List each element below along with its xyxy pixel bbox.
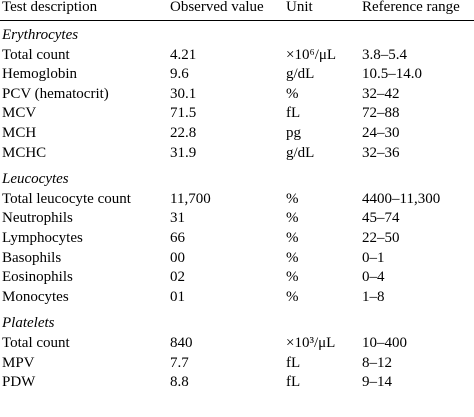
unit: %: [286, 85, 299, 102]
test-name: Total count: [2, 46, 70, 63]
reference-range: 8–12: [362, 354, 392, 371]
observed-value: 71.5: [170, 105, 197, 122]
header-reference-range: Reference range: [362, 0, 460, 15]
test-name: MCV: [2, 105, 37, 122]
unit: %: [286, 190, 299, 207]
observed-value: 00: [170, 249, 185, 266]
test-name: Eosinophils: [2, 269, 73, 286]
test-name: Total count: [2, 335, 70, 351]
unit: %: [286, 269, 299, 286]
reference-range: 24–30: [362, 125, 400, 141]
reference-range: 0–1: [362, 249, 385, 266]
unit: g/dL: [286, 66, 315, 83]
test-name: Monocytes: [2, 288, 69, 305]
test-name: PDW: [2, 374, 36, 391]
table-row: [0, 371, 474, 393]
test-name: Total leucocyte count: [2, 190, 131, 207]
header-observed-value: Observed value: [170, 0, 264, 15]
reference-range: 10–400: [362, 335, 407, 351]
section-title-text: Platelets: [2, 315, 55, 332]
test-name: Hemoglobin: [2, 66, 77, 83]
unit: %: [286, 288, 299, 305]
observed-value: 31.9: [170, 144, 197, 161]
test-name: Neutrophils: [2, 210, 73, 227]
unit: g/dL: [286, 144, 315, 161]
reference-range: 22–50: [362, 230, 400, 246]
test-name: Basophils: [2, 249, 62, 266]
reference-range: 32–36: [362, 144, 400, 161]
unit: %: [286, 210, 299, 227]
section-title-text: Leucocytes: [2, 171, 69, 188]
observed-value: 01: [170, 288, 185, 305]
table-row: [0, 286, 474, 308]
unit: fL: [286, 374, 301, 391]
reference-range: 1–8: [362, 288, 385, 305]
unit: %: [286, 230, 299, 246]
test-name: MPV: [2, 354, 35, 371]
header-unit: Unit: [286, 0, 313, 15]
reference-range: 32–42: [362, 85, 400, 102]
unit: pg: [286, 125, 301, 141]
reference-range: 9–14: [362, 374, 392, 391]
observed-value: 22.8: [170, 125, 197, 141]
header-rule: [0, 20, 474, 21]
header-test-description: Test description: [2, 0, 98, 15]
test-name: MCHC: [2, 144, 47, 161]
table-row: [0, 142, 474, 164]
observed-value: 66: [170, 230, 185, 246]
observed-value: 31: [170, 210, 185, 227]
observed-value: 4.21: [170, 46, 197, 63]
test-name: PCV (hematocrit): [2, 85, 109, 102]
observed-value: 30.1: [170, 85, 197, 102]
reference-range: 3.8–5.4: [362, 46, 407, 63]
unit: %: [286, 249, 299, 266]
reference-range: 10.5–14.0: [362, 66, 422, 83]
observed-value: 840: [170, 335, 193, 351]
reference-range: 0–4: [362, 269, 385, 286]
reference-range: 4400–11,300: [362, 190, 441, 207]
section-title-text: Erythrocytes: [2, 27, 79, 43]
observed-value: 7.7: [170, 354, 189, 371]
reference-range: 45–74: [362, 210, 400, 227]
unit: fL: [286, 354, 301, 371]
reference-range: 72–88: [362, 105, 400, 122]
test-name: Lymphocytes: [2, 230, 83, 246]
test-name: MCH: [2, 125, 37, 141]
unit: ×10³/μL: [286, 335, 336, 351]
unit: ×10⁶/μL: [286, 46, 337, 63]
table-header: [0, 0, 474, 18]
unit: fL: [286, 105, 301, 122]
observed-value: 02: [170, 269, 185, 286]
observed-value: 9.6: [170, 66, 189, 83]
observed-value: 8.8: [170, 374, 189, 391]
observed-value: 11,700: [170, 190, 211, 207]
